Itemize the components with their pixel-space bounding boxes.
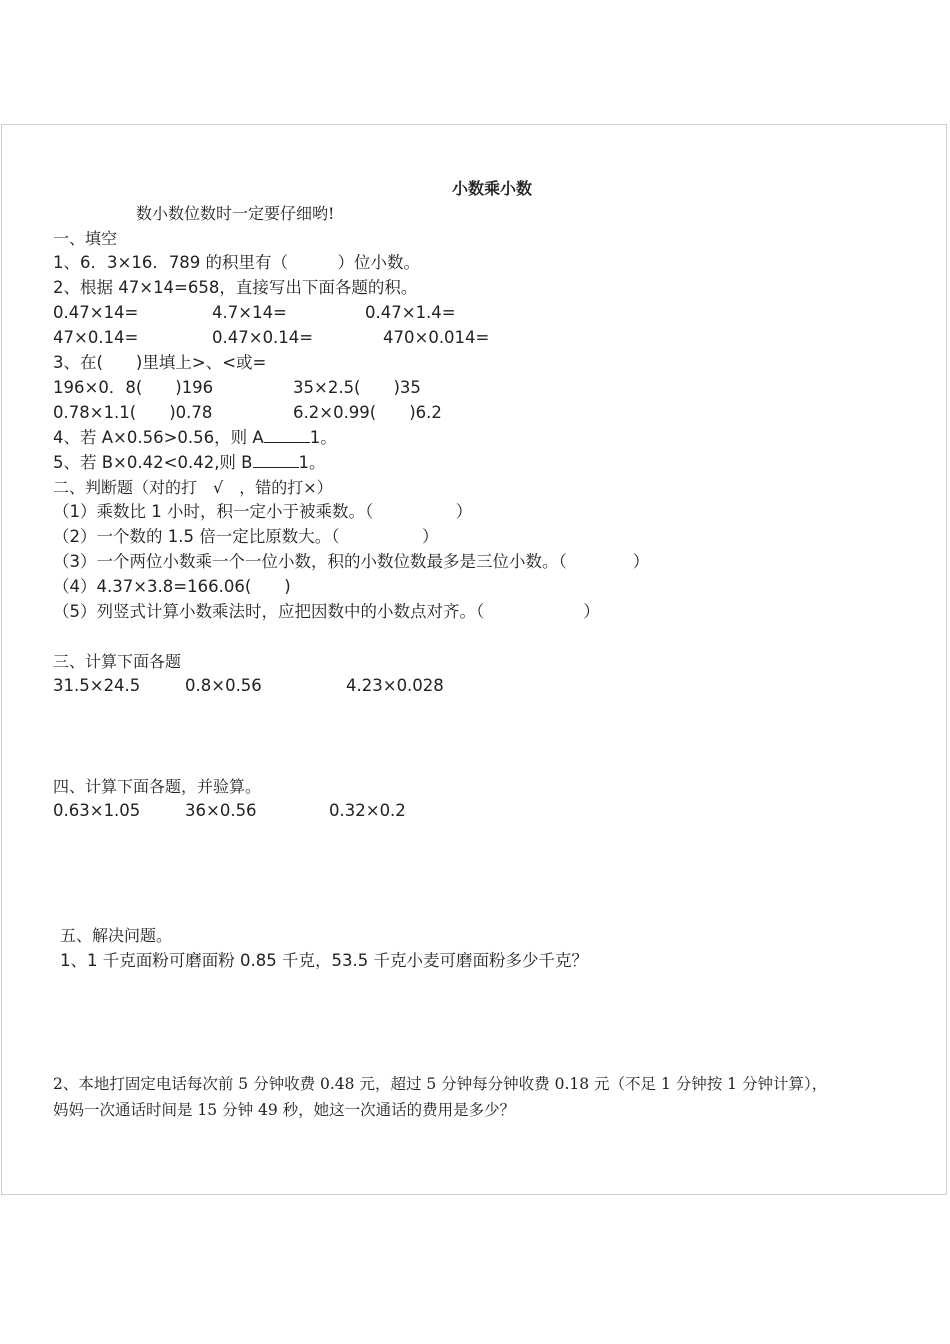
q3-item: 6.2×0.99( )6.2 xyxy=(293,403,442,422)
question-1-5 xyxy=(53,452,326,474)
calc-item: 0.63×1.05 xyxy=(53,801,141,820)
calc-item: 31.5×24.5 xyxy=(53,676,141,695)
judge-item: （4）4.37×3.8=166.06( ) xyxy=(53,577,291,596)
answer-blank[interactable] xyxy=(253,453,299,468)
q3-item: 35×2.5( )35 xyxy=(293,378,421,397)
section-4-heading: 四、计算下面各题，并验算。 xyxy=(53,777,262,796)
page-title: 小数乘小数 xyxy=(452,179,533,198)
question-1-3: 3、在( )里填上>、<或= xyxy=(53,353,267,372)
q2-item: 4.7×14= xyxy=(212,303,287,322)
answer-blank[interactable] xyxy=(264,428,310,443)
judge-item: （2）一个数的 1.5 倍一定比原数大。（ ） xyxy=(53,527,439,546)
section-2-heading: 二、判断题（对的打 √ ，错的打×） xyxy=(53,478,333,497)
calc-item: 0.8×0.56 xyxy=(185,676,262,695)
calc-item: 4.23×0.028 xyxy=(346,676,444,695)
q2-item: 0.47×0.14= xyxy=(212,328,314,347)
section-3-heading: 三、计算下面各题 xyxy=(53,652,182,671)
q5-prefix: 5、若 B×0.42<0.42,则 B xyxy=(53,453,253,472)
q3-item: 0.78×1.1( )0.78 xyxy=(53,403,213,422)
page-subtitle: 数小数位数时一定要仔细哟! xyxy=(136,204,335,223)
question-1-4 xyxy=(53,427,337,449)
q3-item: 196×0．8( )196 xyxy=(53,378,214,397)
judge-item: （1）乘数比 1 小时，积一定小于被乘数。（ ） xyxy=(53,502,473,521)
question-1-1: 1、6．3×16．789 的积里有（ ）位小数。 xyxy=(53,253,421,272)
q2-item: 470×0.014= xyxy=(383,328,490,347)
calc-item: 0.32×0.2 xyxy=(329,801,406,820)
problem-2-line-2: 妈妈一次通话时间是 15 分钟 49 秒，她这一次通话的费用是多少？ xyxy=(53,1101,516,1119)
judge-item: （5）列竖式计算小数乘法时，应把因数中的小数点对齐。（ ） xyxy=(53,602,600,621)
q2-item: 47×0.14= xyxy=(53,328,139,347)
section-5-heading: 五、解决问题。 xyxy=(60,926,173,945)
q4-prefix: 4、若 A×0.56>0.56，则 A xyxy=(53,428,264,447)
q2-item: 0.47×1.4= xyxy=(365,303,456,322)
q5-suffix: 1。 xyxy=(298,453,326,472)
calc-item: 36×0.56 xyxy=(185,801,257,820)
section-1-heading: 一、填空 xyxy=(53,229,118,248)
q2-item: 0.47×14= xyxy=(53,303,139,322)
question-1-2: 2、根据 47×14=658，直接写出下面各题的积。 xyxy=(53,278,418,297)
problem-1: 1、1 千克面粉可磨面粉 0.85 千克，53.5 千克小麦可磨面粉多少千克？ xyxy=(60,951,588,970)
q4-suffix: 1。 xyxy=(309,428,337,447)
problem-2-line-1: 2、本地打固定电话每次前 5 分钟收费 0.48 元，超过 5 分钟每分钟收费 0.18 元（不足 1 分钟按 1 分钟计算）， xyxy=(53,1075,828,1093)
judge-item: （3）一个两位小数乘一个一位小数，积的小数位数最多是三位小数。（ ） xyxy=(53,552,650,571)
